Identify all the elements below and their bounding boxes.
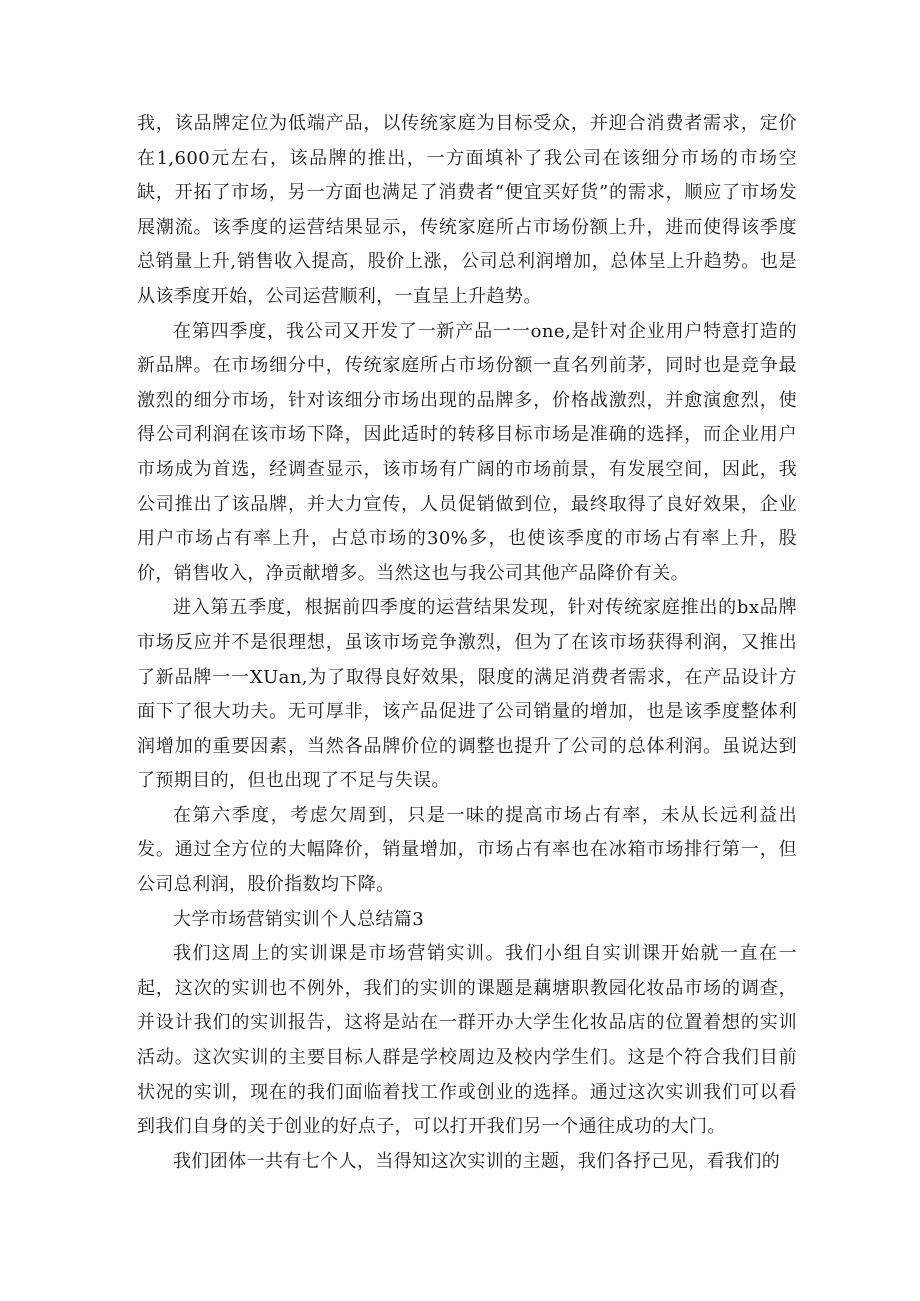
paragraph-team: 我们团体一共有七个人，当得知这次实训的主题，我们各抒己见，看我们的	[173, 1150, 781, 1172]
paragraph-quarter-four: 在第四季度，我公司又开发了一新产品一一one,是针对企业用户特意打造的新品牌。在市场细分中，传统家庭所占市场份额一直名列前茅，同时也是竞争最激烈的细分市场，针对该细分市场出现的品牌多，价格战激烈，并愈演愈烈，使得公司利润在该市场下降，因此适时的转移目标市场是准确的选择，而企业用户市场成为首选，经调查显示，该市场有广阔的市场前景，有发展空间，因此，我公司推出了该品牌，并大力宣传，人员促销做到位，最终取得了良好效果，企业用户市场占有率上升，占总市场的30%多，也使该季度的市场占有率上升，股价，销售收入，净贡献增多。当然这也与我公司其他产品降价有关。	[137, 320, 797, 584]
paragraph-quarter-five: 进入第五季度，根据前四季度的运营结果发现，针对传统家庭推出的bx品牌市场反应并不是很理想，虽该市场竞争激烈，但为了在该市场获得利润，又推出了新品牌一一XUan,为了取得良好效果，限度的满足消费者需求，在产品设计方面下了很大功夫。无可厚非，该产品促进了公司销量的增加，也是该季度整体利润增加的重要因素，当然各品牌价位的调整也提升了公司的总体利润。虽说达到了预期目的，但也出现了不足与失误。	[137, 597, 797, 792]
paragraph-continuation: 我，该品牌定位为低端产品，以传统家庭为目标受众，并迎合消费者需求，定价在1,600元左右，该品牌的推出，一方面填补了我公司在该细分市场的市场空缺，开拓了市场，另一方面也满足了消费者“便宜买好货”的需求，顺应了市场发展潮流。该季度的运营结果显示，传统家庭所占市场份额上升，进而使得该季度总销量上升,销售收入提高，股价上涨，公司总利润增加，总体呈上升趋势。也是从该季度开始，公司运营顺利，一直呈上升趋势。	[137, 113, 797, 307]
document-body	[137, 107, 797, 1179]
section-heading: 大学市场营销实训个人总结篇3	[173, 908, 425, 930]
paragraph-training-intro: 我们这周上的实训课是市场营销实训。我们小组自实训课开始就一直在一起，这次的实训也不例外，我们的实训的课题是藕塘职教园化妆品市场的调查，并设计我们的实训报告，这将是站在一群开办大学生化妆品店的位置着想的实训活动。这次实训的主要目标人群是学校周边及校内学生们。这是个符合我们目前状况的实训，现在的我们面临着找工作或创业的选择。通过这次实训我们可以看到我们自身的关于创业的好点子，可以打开我们另一个通往成功的大门。	[137, 943, 797, 1138]
paragraph-quarter-six: 在第六季度，考虑欠周到，只是一味的提高市场占有率，未从长远利益出发。通过全方位的大幅降价，销量增加，市场占有率也在冰箱市场排行第一，但公司总利润，股价指数均下降。	[137, 804, 797, 896]
